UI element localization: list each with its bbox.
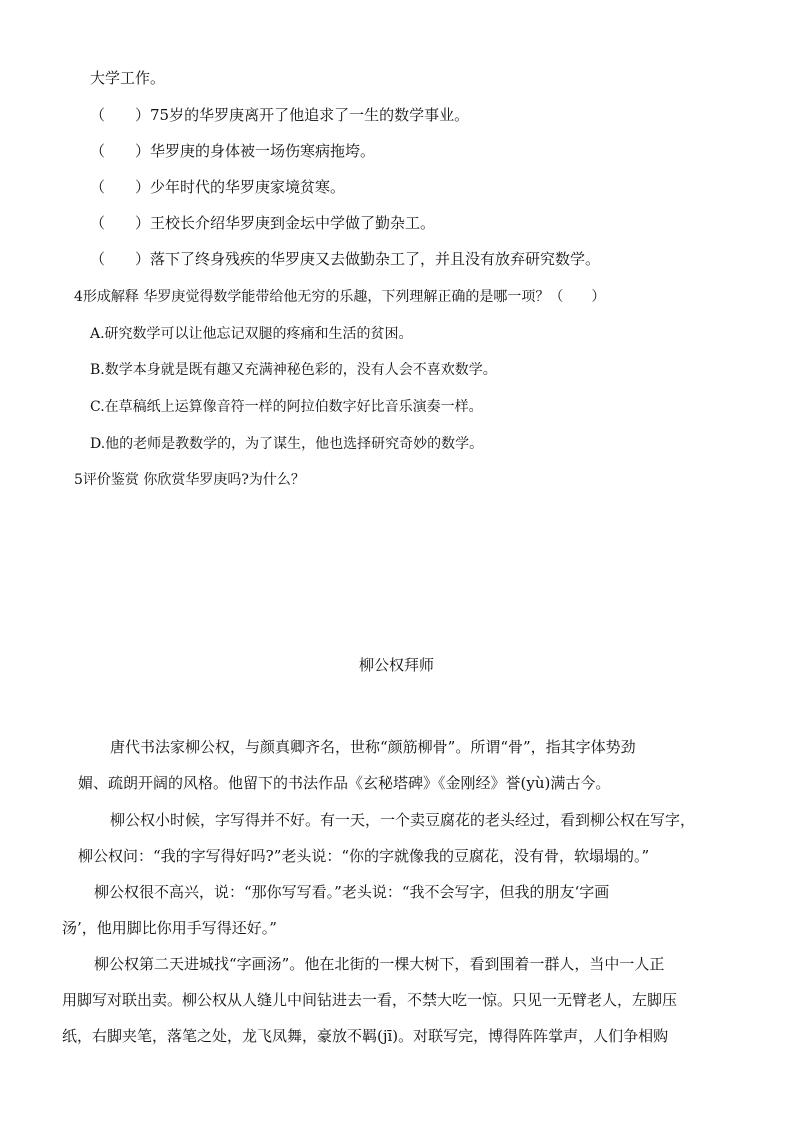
answer-blank: （ ） bbox=[90, 142, 151, 160]
paragraph-line: 柳公权小时候，字写得并不好。有一天，一个卖豆腐花的老头经过，看到柳公权在写字， bbox=[110, 811, 696, 829]
question-4: 4形成解释 华罗庚觉得数学能带给他无穷的乐趣，下列理解正确的是哪一项？（ ） bbox=[74, 289, 606, 305]
paragraph-line: 用脚写对联出卖。柳公权从人缝儿中间钻进去一看，不禁大吃一惊。只见一无臂老人，左脚压 bbox=[62, 991, 678, 1009]
ordering-item-text: 华罗庚的身体被一场伤寒病拖垮。 bbox=[150, 142, 376, 160]
paragraph-line: 汤’，他用脚比你用手写得还好。” bbox=[62, 919, 277, 937]
question-5: 5评价鉴赏 你欣赏华罗庚吗?为什么？ bbox=[74, 472, 305, 488]
paragraph-line: 柳公权第二天进城找“字画汤”。他在北街的一棵大树下，看到围着一群人，当中一人正 bbox=[94, 955, 665, 973]
ordering-item bbox=[90, 105, 469, 125]
option-d: D.他的老师是教数学的，为了谋生，他也选择研究奇妙的数学。 bbox=[90, 436, 484, 452]
ordering-item-text: 王校长介绍华罗庚到金坛中学做了勤杂工。 bbox=[150, 214, 436, 232]
option-c: C.在草稿纸上运算像音符一样的阿拉伯数字好比音乐演奏一样。 bbox=[90, 399, 483, 415]
ordering-item bbox=[90, 213, 435, 233]
ordering-item-text: 75岁的华罗庚离开了他追求了一生的数学事业。 bbox=[150, 106, 470, 124]
paragraph-line: 柳公权很不高兴，说：“那你写写看。”老头说：“我不会写字，但我的朋友‘字画 bbox=[94, 883, 610, 901]
ordering-item bbox=[90, 141, 375, 161]
option-b: B.数学本身就是既有趣又充满神秘色彩的，没有人会不喜欢数学。 bbox=[90, 362, 497, 378]
answer-blank: （ ） bbox=[90, 214, 151, 232]
answer-blank: （ ） bbox=[90, 178, 151, 196]
continued-text: 大学工作。 bbox=[90, 69, 166, 87]
ordering-item-text: 少年时代的华罗庚家境贫寒。 bbox=[150, 178, 346, 196]
article-title: 柳公权拜师 bbox=[358, 656, 434, 674]
paragraph-line: 媚、疏朗开阔的风格。他留下的书法作品《玄秘塔碑》《金刚经》誉(yù)满古今。 bbox=[78, 774, 611, 792]
paragraph-line: 纸，右脚夹笔，落笔之处，龙飞凤舞，豪放不羁(jī)。对联写完，博得阵阵掌声，人们争相购 bbox=[62, 1027, 669, 1045]
paragraph-line: 唐代书法家柳公权，与颜真卿齐名，世称“颜筋柳骨”。所谓“骨”，指其字体势劲 bbox=[110, 738, 636, 756]
option-a: A.研究数学可以让他忘记双腿的疼痛和生活的贫困。 bbox=[90, 326, 413, 342]
ordering-item-text: 落下了终身残疾的华罗庚又去做勤杂工了，并且没有放弃研究数学。 bbox=[150, 250, 601, 268]
answer-blank: （ ） bbox=[90, 106, 151, 124]
paragraph-line: 柳公权问：“我的字写得好吗?”老头说：“你的字就像我的豆腐花，没有骨，软塌塌的。” bbox=[78, 847, 650, 865]
ordering-item bbox=[90, 177, 345, 197]
answer-blank: （ ） bbox=[90, 250, 151, 268]
ordering-item bbox=[90, 249, 600, 269]
